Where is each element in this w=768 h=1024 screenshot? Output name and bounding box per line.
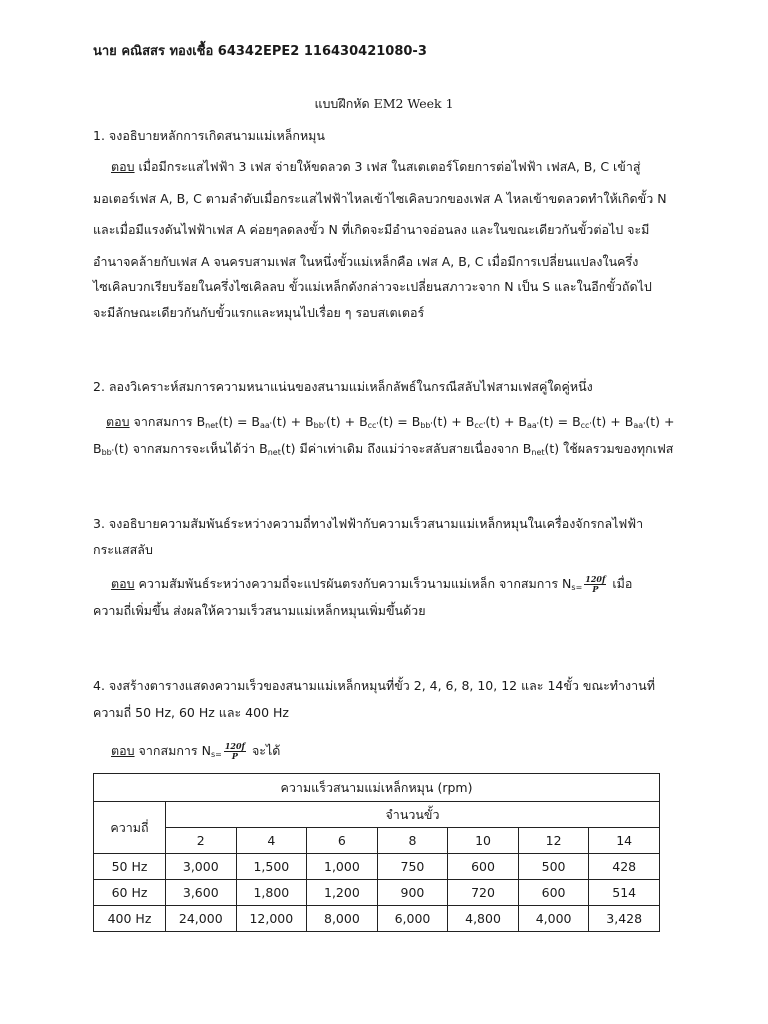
speed-cell: 600	[518, 880, 589, 906]
speed-cell: 514	[589, 880, 660, 906]
speed-cell: 600	[448, 854, 519, 880]
frequency-header: ความถี่	[94, 802, 166, 854]
question-4-line-2: ความถี่ 50 Hz, 60 Hz และ 400 Hz	[93, 705, 289, 720]
table-row	[94, 880, 660, 906]
speed-cell: 4,800	[448, 906, 519, 932]
speed-cell: 720	[448, 880, 519, 906]
answer-1-line-2: มอเตอร์เฟส A, B, C ตามลำดับเมื่อกระแสไฟฟ้าไหลเข้าไซเคิลบวกของเฟส A ไหลเข้าขดลวดทำให้เกิดขั้ว N	[93, 191, 667, 206]
pole-count: 4	[236, 828, 307, 854]
speed-formula-fraction: $\frac{120f}{P}$	[585, 574, 606, 594]
table-row	[94, 854, 660, 880]
speed-cell: 1,500	[236, 854, 307, 880]
speed-cell: 750	[377, 854, 448, 880]
speed-cell: 8,000	[307, 906, 378, 932]
speed-cell: 12,000	[236, 906, 307, 932]
answer-3-line-2: ความถี่เพิ่มขึ้น ส่งผลให้ความเร็วสนามแม่เหล็กหมุนเพิ่มขึ้นด้วย	[93, 603, 426, 618]
answer-label: ตอบ	[111, 576, 135, 591]
answer-1-line-5: ไซเคิลบวกเรียบร้อยในครึ่งไซเคิลลบ ขั้วแม่เหล็กดังกล่าวจะเปลี่ยนสภาวะจาก N เป็น S และในอีกขั้วถัดไป	[93, 279, 652, 294]
answer-2-line-2: $B_{bb'}(t)$ จากสมการจะเห็นได้ว่า $B_{net}(t)$ มีค่าเท่าเดิม ถึงแม่ว่าจะสลับสายเนื่องจาก $B_{net}(t)$ ใช้ผลรวมของทุกเฟส	[93, 441, 674, 457]
poles-header: จำนวนขั้ว	[166, 802, 660, 828]
speed-cell: 1,200	[307, 880, 378, 906]
speed-formula-fraction: $\frac{120f}{P}$	[224, 741, 245, 761]
speed-cell: 24,000	[166, 906, 237, 932]
table-title: ความแร็วสนามแม่เหล็กหมุน (rpm)	[94, 774, 660, 802]
page-title: แบบฝึกหัด EM2 Week 1	[314, 96, 454, 111]
pole-count: 10	[448, 828, 519, 854]
answer-label: ตอบ	[106, 414, 130, 429]
table-row	[94, 906, 660, 932]
pole-count: 8	[377, 828, 448, 854]
speed-cell: 428	[589, 854, 660, 880]
speed-cell: 900	[377, 880, 448, 906]
pole-count: 6	[307, 828, 378, 854]
pole-count: 14	[589, 828, 660, 854]
student-header: นาย คณิสสร ทองเชื้อ 64342EPE2 116430421080-3	[93, 44, 427, 59]
answer-1-line-4: อำนาจคล้ายกับเฟส A จนครบสามเฟส ในหนึ่งขั้วแม่เหล็กคือ เฟส A, B, C เมื่อมีการเปลี่ยนแปลงในครึ่ง	[93, 254, 639, 269]
speed-cell: 3,600	[166, 880, 237, 906]
speed-cell: 4,000	[518, 906, 589, 932]
speed-cell: 6,000	[377, 906, 448, 932]
question-3-line-1: 3. จงอธิบายความสัมพันธ์ระหว่างความถี่ทางไฟฟ้ากับความเร็วสนามแม่เหล็กหมุนในเครื่องจักรกลไฟฟ้า	[93, 516, 644, 531]
answer-4-line-1: ตอบ จากสมการ $N_s=$ $\frac{120f}{P}$ จะได้	[111, 741, 281, 761]
question-3-line-2: กระแสสลับ	[93, 542, 153, 557]
answer-1-line-3: และเมื่อมีแรงดันไฟฟ้าเฟส A ค่อยๆลดลงขั้ว N ที่เกิดจะมีอำนาจอ่อนลง และในขณะเดียวกันขั้วต่อไป จะมี	[93, 222, 650, 237]
question-2: 2. ลองวิเคราะห์สมการความหนาแน่นของสนามแม่เหล็กลัพธ์ในกรณีสลับไฟสามเฟสคู่ใดคู่หนึ่ง	[93, 379, 593, 394]
question-1: 1. จงอธิบายหลักการเกิดสนามแม่เหล็กหมุน	[93, 128, 325, 143]
frequency-cell: 400 Hz	[94, 906, 166, 932]
answer-1-line-6: จะมีลักษณะเดียวกันกับขั้วแรกและหมุนไปเรื่อย ๆ รอบสเตเตอร์	[93, 305, 425, 320]
answer-2-line-1: ตอบ จากสมการ $B_{net}(t) = B_{aa'}(t) + B_{bb'}(t) + B_{cc'}(t) = B_{bb'}(t) + B_{cc'}(t) + B_{aa'}(t) = B_{cc'}(t) + B_{aa'}(t)$ +	[106, 414, 675, 430]
speed-cell: 3,000	[166, 854, 237, 880]
table-header-row	[94, 802, 660, 828]
poles-row	[94, 828, 660, 854]
frequency-cell: 60 Hz	[94, 880, 166, 906]
question-4-line-1: 4. จงสร้างตารางแสดงความเร็วของสนามแม่เหล็กหมุนที่ขั้ว 2, 4, 6, 8, 10, 12 และ 14ขั้ว ขณะทำงานที่	[93, 678, 655, 693]
table-title-row	[94, 774, 660, 802]
rotating-field-speed-table	[93, 773, 660, 932]
answer-label: ตอบ	[111, 743, 135, 758]
answer-label: ตอบ	[111, 159, 135, 174]
answer-1-line-1: ตอบ เมื่อมีกระแสไฟฟ้า 3 เฟส จ่ายให้ขดลวด 3 เฟส ในสเตเตอร์โดยการต่อไฟฟ้า เฟสA, B, C เข้าสู่	[111, 159, 641, 174]
speed-cell: 1,000	[307, 854, 378, 880]
pole-count: 2	[166, 828, 237, 854]
speed-cell: 500	[518, 854, 589, 880]
answer-3-line-1: ตอบ ความสัมพันธ์ระหว่างความถี่จะแปรผันตรงกับความเร็วนามแม่เหล็ก จากสมการ $N_s=$ $\frac{120f}{P}$ เมื่อ	[111, 574, 633, 594]
pole-count: 12	[518, 828, 589, 854]
speed-cell: 1,800	[236, 880, 307, 906]
frequency-cell: 50 Hz	[94, 854, 166, 880]
speed-cell: 3,428	[589, 906, 660, 932]
